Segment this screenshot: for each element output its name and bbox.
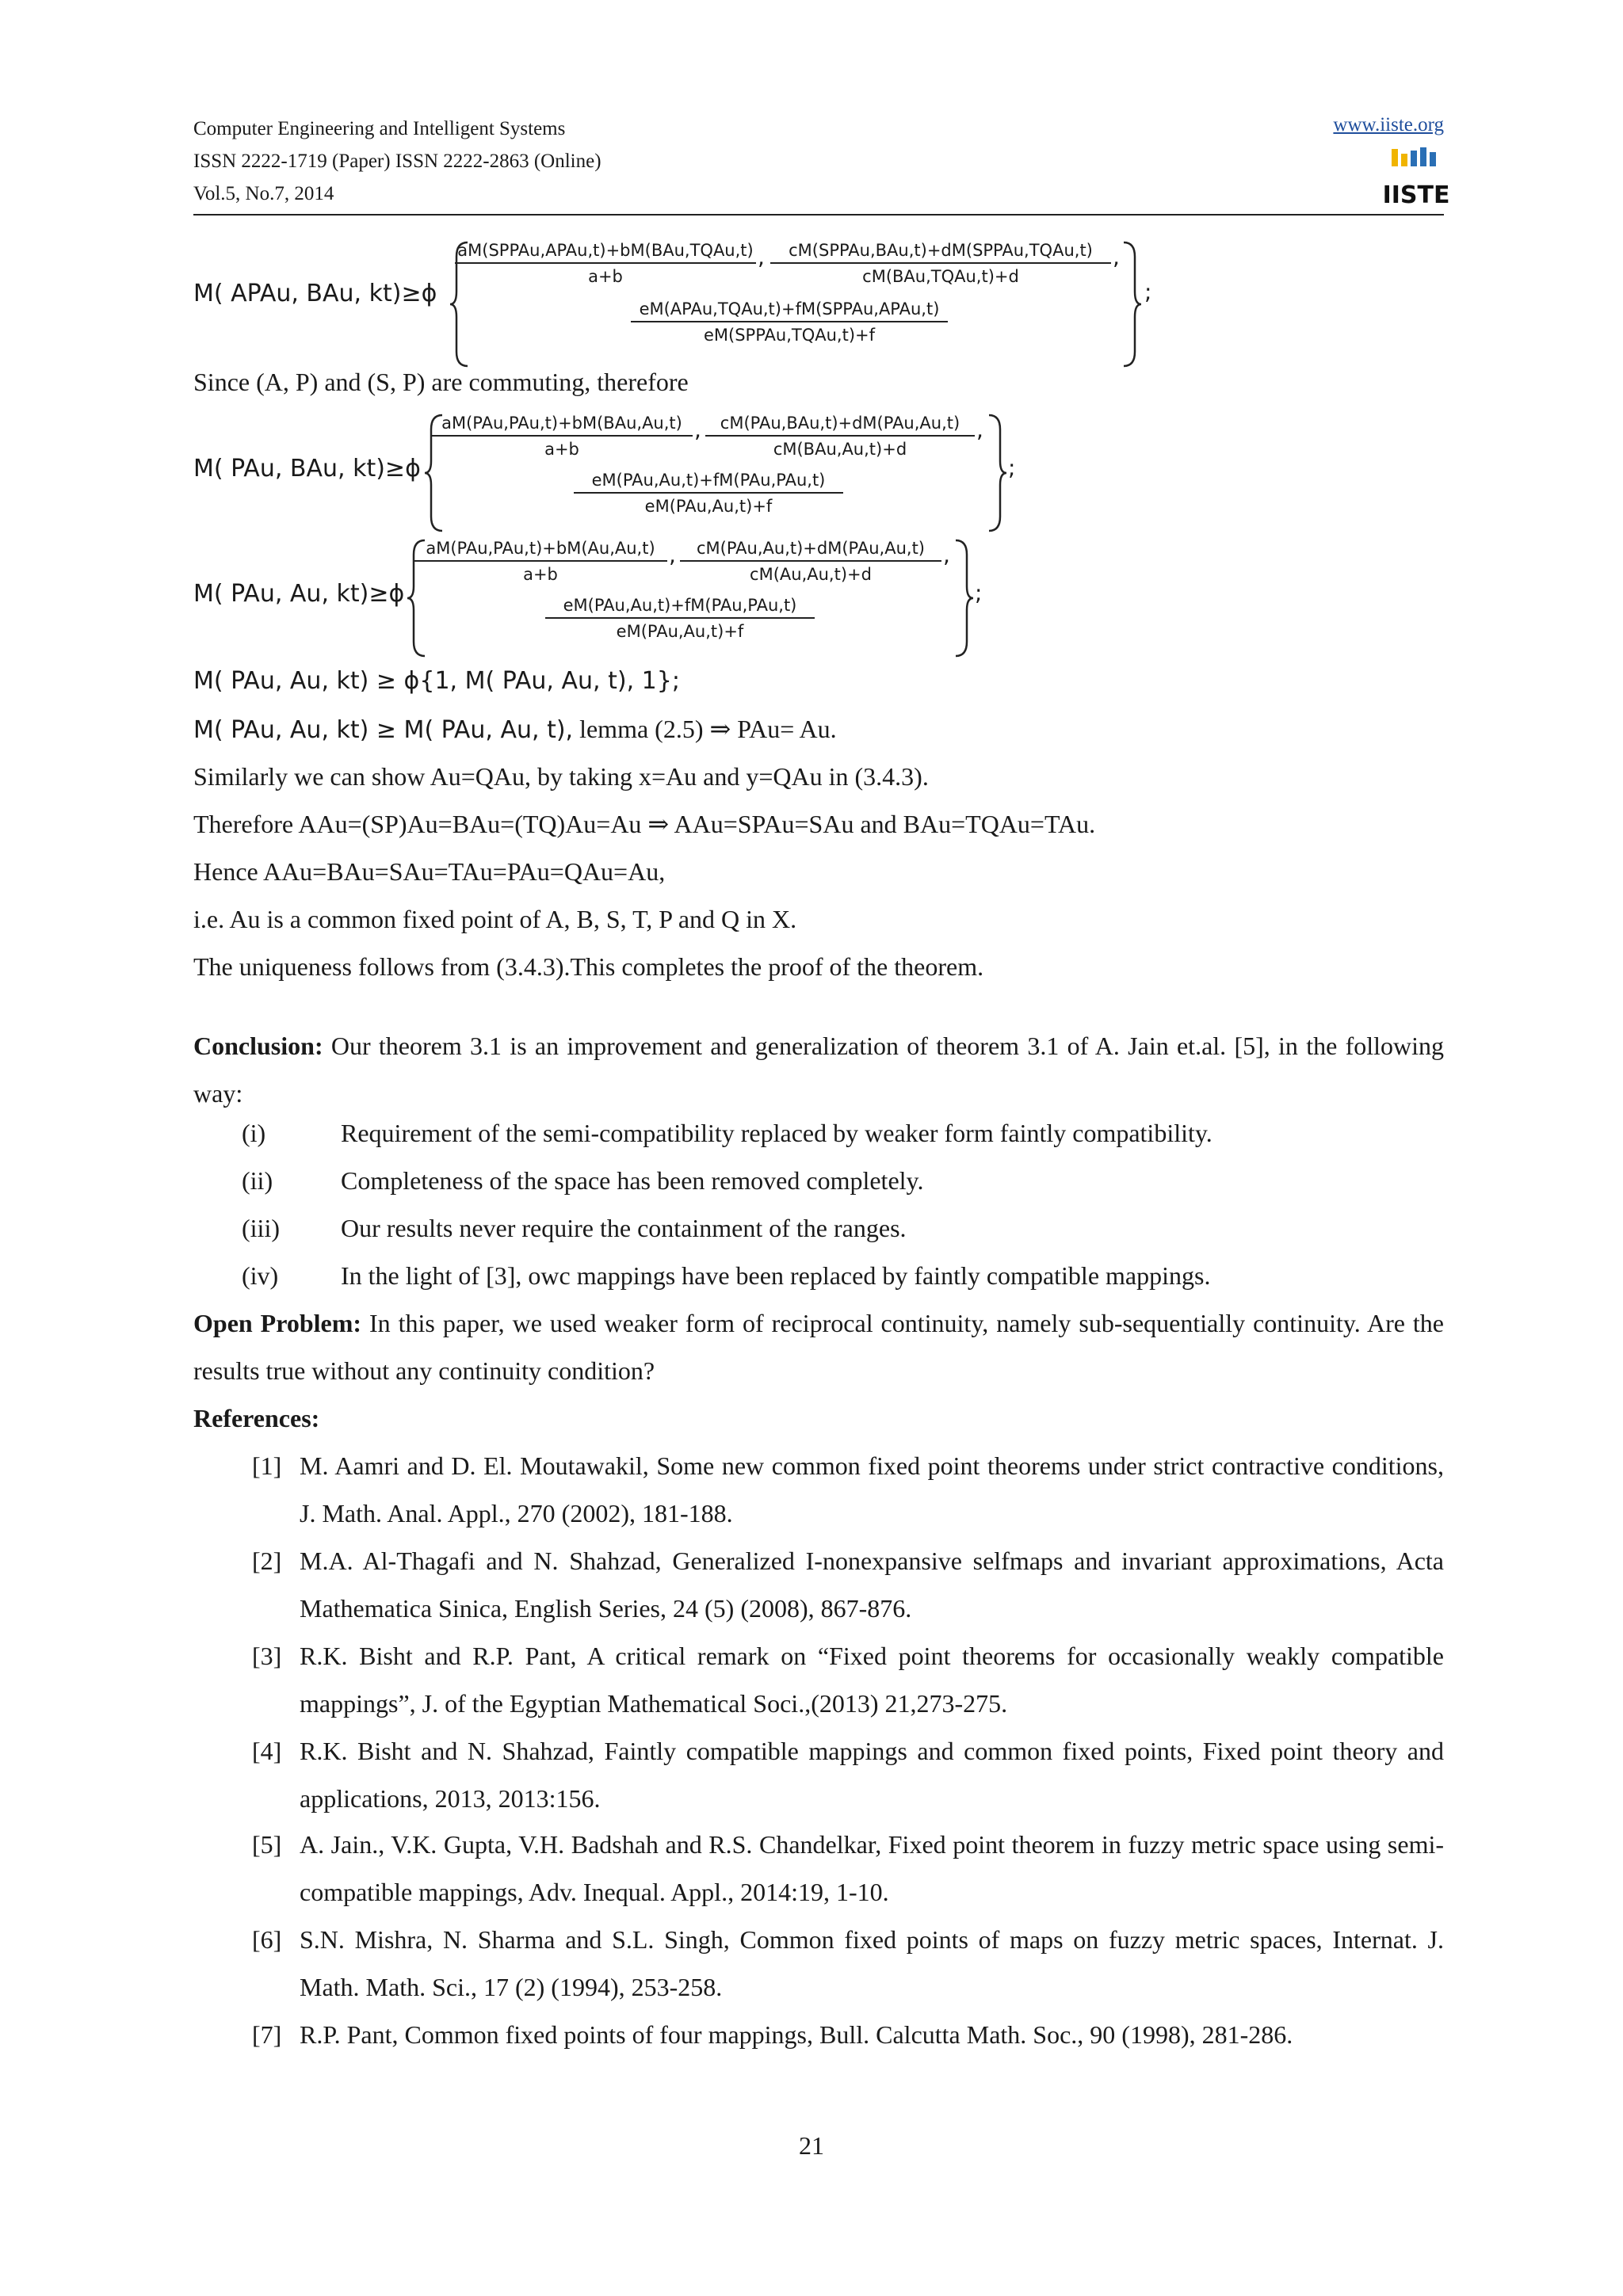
eq2-fraction-1: aM(PAu,PAu,t)+bM(BAu,Au,t) a+b xyxy=(431,414,693,459)
iiste-logo-icon xyxy=(1382,146,1450,209)
since-line: Since (A, P) and (S, P) are commuting, therefore xyxy=(193,368,689,396)
references-heading: References: xyxy=(193,1404,320,1432)
eq1-fraction-2: cM(SPPAu,BAu,t)+dM(SPPAu,TQAu,t) cM(BAu,TQAu,t)+d xyxy=(770,241,1111,286)
issn-line: ISSN 2222-1719 (Paper) ISSN 2222-2863 (Online) xyxy=(193,151,601,172)
eq3-lhs: M( PAu, Au, kt)≥ϕ xyxy=(193,580,405,608)
eq3-semicolon: ; xyxy=(975,580,983,606)
conclusion-item-text: Completeness of the space has been removed completely. xyxy=(341,1166,924,1195)
conclusion-item-num: (ii) xyxy=(242,1166,273,1195)
open-problem-paragraph xyxy=(193,1299,1444,1394)
reference-item: [3] R.K. Bisht and R.P. Pant, A critical remark on “Fixed point theorems for occasionally weakly compatible mappings”, J. of the Egyptian Mathematical Soci.,(2013) 21,273-275. xyxy=(252,1642,1444,1718)
equation-3 xyxy=(193,536,1144,670)
reference-item: [5] A. Jain., V.K. Gupta, V.H. Badshah and R.S. Chandelkar, Fixed point theorem in fuzzy metric space using semi-compatible mappings, Adv. Inequal. Appl., 2014:19, 1-10. xyxy=(252,1830,1444,1906)
inequality-line-1: M( PAu, Au, kt) ≥ ϕ{1, M( PAu, Au, t), 1}; xyxy=(193,667,680,695)
eq1-fraction-3: eM(APAu,TQAu,t)+fM(SPPAu,APAu,t) eM(SPPAu,TQAu,t)+f xyxy=(631,299,948,345)
conclusion-paragraph xyxy=(193,1022,1444,1117)
conclusion-text: Our theorem 3.1 is an improvement and generalization of theorem 3.1 of A. Jain et.al. [5], in the following way: xyxy=(193,1032,1444,1108)
eq2-comma: , xyxy=(694,417,701,443)
conclusion-item-num: (i) xyxy=(242,1119,266,1147)
eq2-semicolon: ; xyxy=(1008,455,1016,481)
eq1-lhs: M( APAu, BAu, kt)≥ϕ xyxy=(193,280,437,307)
eq2-fraction-3: eM(PAu,Au,t)+fM(PAu,PAu,t) eM(PAu,Au,t)+f xyxy=(574,471,843,516)
iiste-logo xyxy=(1382,146,1450,209)
eq3-fraction-1: aM(PAu,PAu,t)+bM(Au,Au,t) a+b xyxy=(414,539,667,584)
eq3-comma: , xyxy=(669,542,676,568)
inequality-line-2: M( PAu, Au, kt) ≥ M( PAu, Au, t), lemma (2.5) ⇒ PAu= Au. xyxy=(193,715,837,744)
eq2-fraction-2: cM(PAu,BAu,t)+dM(PAu,Au,t) cM(BAu,Au,t)+d xyxy=(705,414,975,459)
page-number: 21 xyxy=(799,2131,824,2160)
eq2-comma-2: , xyxy=(976,417,983,443)
conclusion-item-text: Our results never require the containment of the ranges. xyxy=(341,1214,907,1242)
similarly-line: Similarly we can show Au=QAu, by taking x=Au and y=QAu in (3.4.3). xyxy=(193,762,929,791)
conclusion-item-text: In the light of [3], owc mappings have been replaced by faintly compatible mappings. xyxy=(341,1261,1211,1290)
reference-item: [6] S.N. Mishra, N. Sharma and S.L. Singh, Common fixed points of maps on fuzzy metric spaces, Internat. J. Math. Math. Sci., 17 (2) (1994), 253-258. xyxy=(252,1925,1444,2001)
conclusion-label: Conclusion: xyxy=(193,1032,323,1060)
journal-title: Computer Engineering and Intelligent Systems xyxy=(193,118,566,139)
eq3-fraction-3: eM(PAu,Au,t)+fM(PAu,PAu,t) eM(PAu,Au,t)+f xyxy=(545,596,815,641)
reference-item: [4] R.K. Bisht and N. Shahzad, Faintly compatible mappings and common fixed points, Fixed point theory and applications, 2013, 2013:156. xyxy=(252,1737,1444,1813)
eq1-semicolon: ; xyxy=(1144,279,1152,305)
eq1-comma: , xyxy=(758,244,765,270)
eq3-comma-2: , xyxy=(943,542,950,568)
reference-item: [7] R.P. Pant, Common fixed points of four mappings, Bull. Calcutta Math. Soc., 90 (1998), 281-286. xyxy=(252,2020,1293,2049)
equation-1 xyxy=(193,238,1224,372)
hence-line: Hence AAu=BAu=SAu=TAu=PAu=QAu=Au, xyxy=(193,857,666,886)
ie-line: i.e. Au is a common fixed point of A, B, S, T, P and Q in X. xyxy=(193,905,797,933)
conclusion-item-num: (iii) xyxy=(242,1214,280,1242)
uniqueness-line: The uniqueness follows from (3.4.3).This completes the proof of the theorem. xyxy=(193,952,984,981)
conclusion-item-num: (iv) xyxy=(242,1261,279,1290)
conclusion-item-text: Requirement of the semi-compatibility replaced by weaker form faintly compatibility. xyxy=(341,1119,1212,1147)
eq1-comma-2: , xyxy=(1113,244,1120,270)
open-problem-text: In this paper, we used weaker form of reciprocal continuity, namely sub-sequentially continuity. Are the results true without any continuity condition? xyxy=(193,1309,1445,1385)
eq3-fraction-2: cM(PAu,Au,t)+dM(PAu,Au,t) cM(Au,Au,t)+d xyxy=(680,539,941,584)
journal-url-link[interactable]: www.iiste.org xyxy=(1333,114,1444,135)
right-brace-icon xyxy=(953,539,975,658)
equation-2 xyxy=(193,410,1144,545)
eq1-fraction-1: aM(SPPAu,APAu,t)+bM(BAu,TQAu,t) a+b xyxy=(455,241,756,286)
reference-item: [2] M.A. Al-Thagafi and N. Shahzad, Generalized I-nonexpansive selfmaps and invariant approximations, Acta Mathematica Sinica, English Series, 24 (5) (2008), 867-876. xyxy=(252,1547,1444,1623)
reference-item: [1] M. Aamri and D. El. Moutawakil, Some new common fixed point theorems under strict contractive conditions, J. Math. Anal. Appl., 270 (2002), 181-188. xyxy=(252,1451,1444,1527)
volume-line: Vol.5, No.7, 2014 xyxy=(193,183,334,204)
logo-wordmark: IISTE xyxy=(1382,181,1450,209)
therefore-line: Therefore AAu=(SP)Au=BAu=(TQ)Au=Au ⇒ AAu=SPAu=SAu and BAu=TQAu=TAu. xyxy=(193,810,1096,838)
eq2-lhs: M( PAu, BAu, kt)≥ϕ xyxy=(193,455,421,482)
right-brace-icon xyxy=(986,414,1008,532)
header-rule xyxy=(193,214,1444,215)
open-problem-label: Open Problem: xyxy=(193,1309,362,1337)
right-brace-icon xyxy=(1121,241,1143,368)
